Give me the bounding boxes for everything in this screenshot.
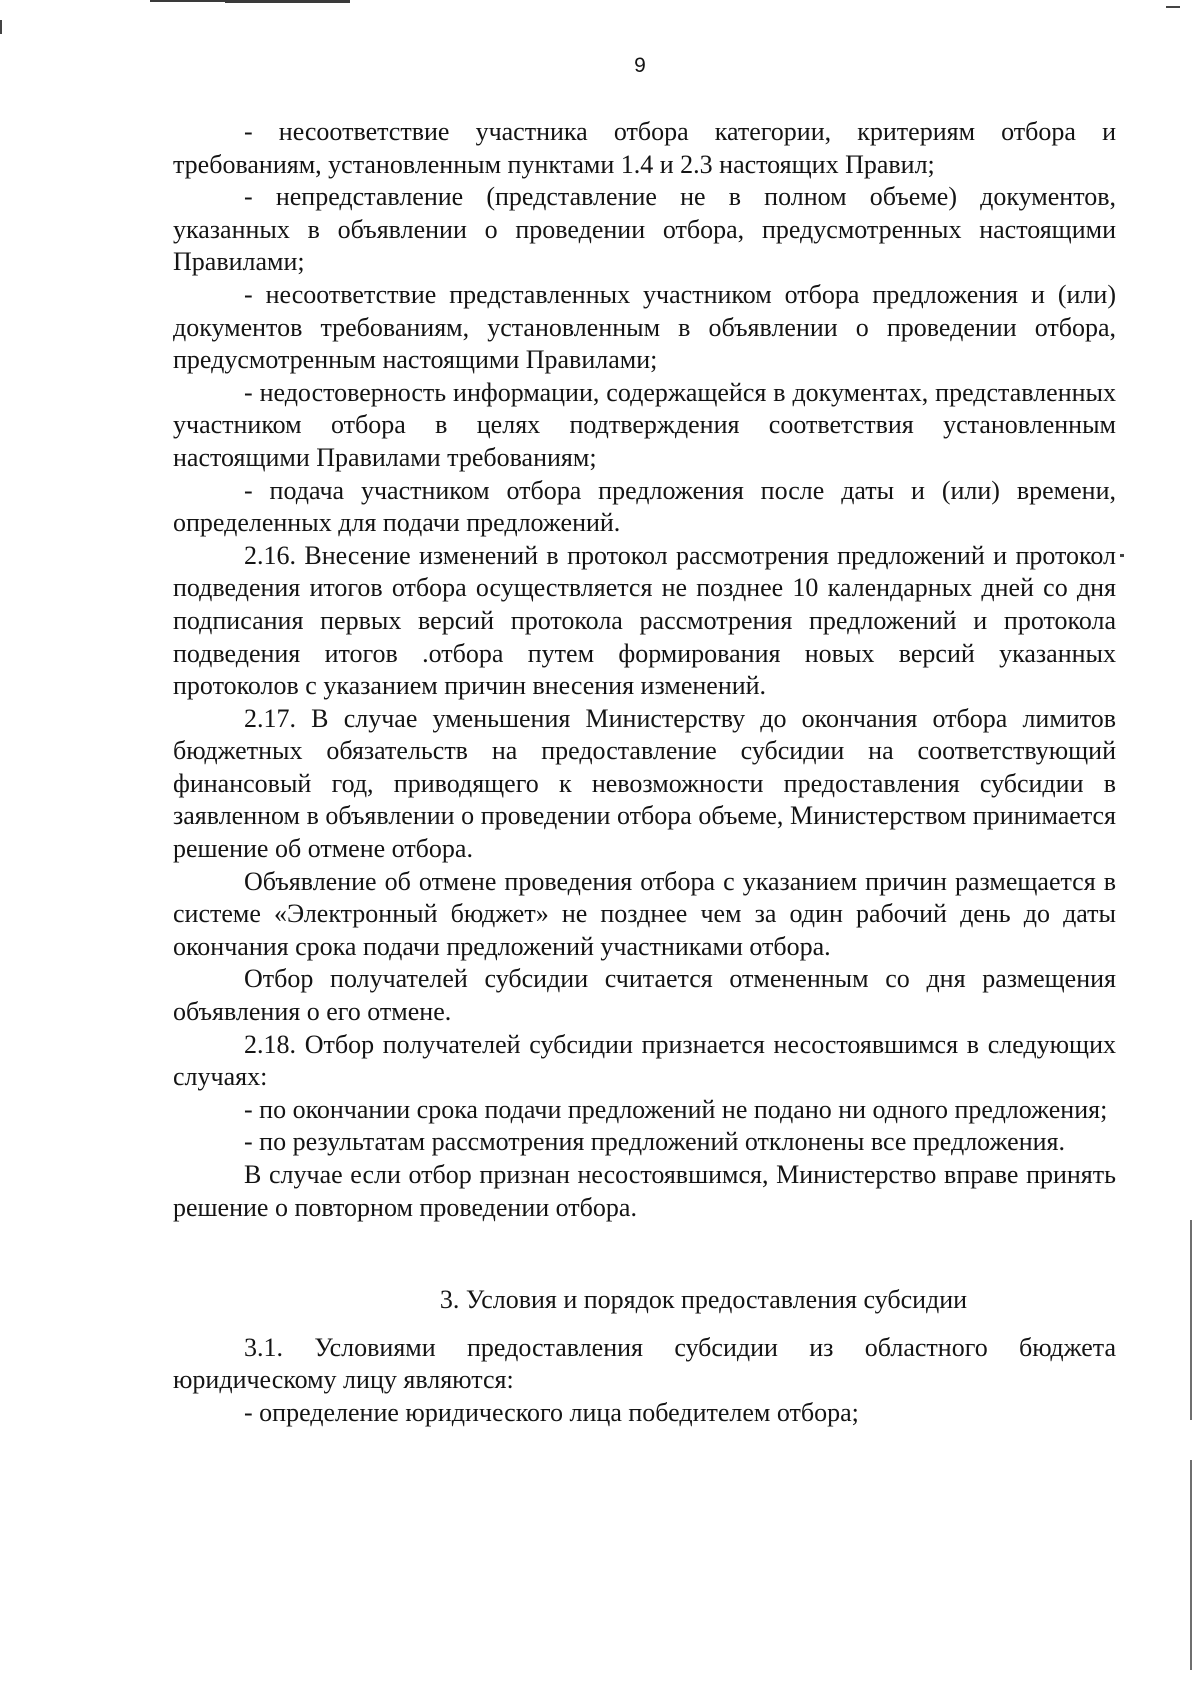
page-number: 9 [634,54,646,77]
document-body [173,116,1116,1430]
paragraph: В случае если отбор признан несостоявшимся, Министерство вправе принять решение о повторном проведении отбора. [173,1160,1116,1222]
paragraph: Отбор получателей субсидии считается отмененным со дня размещения объявления о его отмене. [173,964,1116,1027]
paragraph: 3.1. Условиями предоставления субсидии из областного бюджета юридическому лицу являются: [173,1332,1116,1395]
paragraph: - несоответствие представленных участником отбора предложения и (или) документов требованиям, установленным в объявлении о проведении отбора, предусмотренным настоящими Правилами; [173,279,1116,375]
scan-edge-line [1190,1460,1192,1670]
section-spacer [173,1224,1116,1284]
section-spacer [173,1317,1116,1332]
paragraph: 2.16. Внесение изменений в протокол рассмотрения предложений и протокол подведения итогов отбора осуществляется не позднее 10 календарных дней со дня подписания первых версий протокола рассмотрения предложений и протокола подведения итогов .отбора путем формирования новых версий указанных протоколов с указанием причин внесения изменений. [173,540,1116,701]
scan-speck [1120,554,1124,557]
paragraph: - определение юридического лица победителем отбора; [244,1397,859,1427]
scan-edge-mark [225,1,350,3]
paragraph: - по результатам рассмотрения предложений отклонены все предложения. [244,1127,1065,1157]
paragraph: 2.17. В случае уменьшения Министерству до окончания отбора лимитов бюджетных обязательств на предоставление субсидии на соответствующий финансовый год, приводящего к невозможности предоставления субсидии в заявленном в объявлении о проведении отбора объеме, Министерством принимается решение об отмене отбора. [173,703,1116,864]
paragraph: - по окончании срока подачи предложений не подано ни одного предложения; [244,1094,1108,1124]
paragraph: 2.18. Отбор получателей субсидии признается несостоявшимся в следующих случаях: [173,1029,1116,1092]
paragraph: - подача участником отбора предложения после даты и (или) времени, определенных для подачи предложений. [173,475,1116,538]
paragraph: - несоответствие участника отбора категории, критериям отбора и требованиям, установленным пунктами 1.4 и 2.3 настоящих Правил; [173,117,1116,179]
paragraph: Объявление об отмене проведения отбора с указанием причин размещается в системе «Электронный бюджет» не позднее чем за один рабочий день до даты окончания срока подачи предложений участниками отбора. [173,866,1116,961]
scan-speck [0,20,2,34]
scan-speck [1166,6,1180,8]
paragraph: - недостоверность информации, содержащейся в документах, представленных участником отбора в целях подтверждения соответствия установленным настоящими Правилами требованиям; [173,377,1116,472]
scan-edge-line [1190,1220,1192,1420]
paragraph: - непредставление (представление не в полном объеме) документов, указанных в объявлении о проведении отбора, предусмотренных настоящими Правилами; [173,182,1116,277]
section-heading: 3. Условия и порядок предоставления субсидии [439,1285,968,1315]
